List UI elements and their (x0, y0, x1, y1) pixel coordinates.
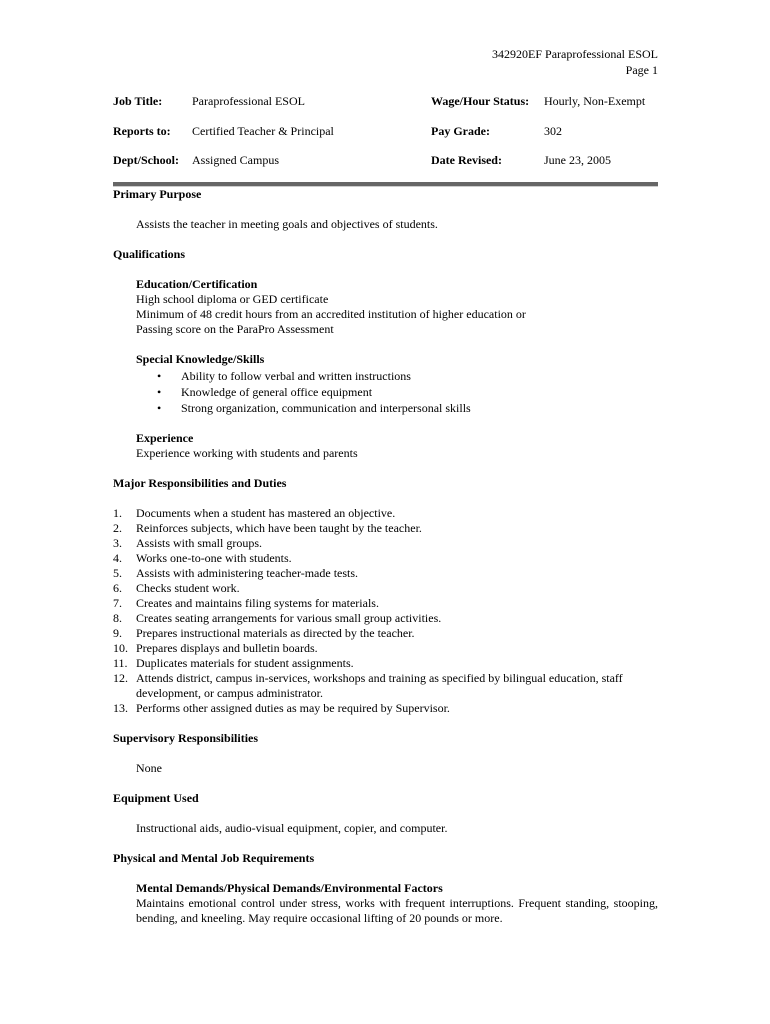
education-block (113, 277, 658, 337)
item-text: Creates seating arrangements for various small group activities. (136, 611, 442, 625)
list-item (113, 641, 658, 656)
item-text: Works one-to-one with students. (136, 551, 292, 565)
skills-list (113, 368, 658, 416)
wage-hour-status-value: Hourly, Non-Exempt (544, 94, 646, 108)
job-title-value: Paraprofessional ESOL (192, 94, 305, 108)
item-text: Assists with administering teacher-made tests. (136, 566, 359, 580)
item-number: 12. (113, 671, 128, 685)
physical-subheading: Mental Demands/Physical Demands/Environmental Factors (136, 881, 443, 895)
info-row-reports-to (113, 124, 658, 154)
item-number: 6. (113, 581, 122, 595)
item-number: 13. (113, 701, 128, 715)
list-item (113, 596, 658, 611)
list-item (113, 626, 658, 641)
education-line: Passing score on the ParaPro Assessment (136, 322, 334, 336)
experience-text: Experience working with students and parents (136, 446, 358, 460)
item-number: 3. (113, 536, 122, 550)
wage-hour-status-label: Wage/Hour Status: (431, 94, 530, 108)
list-item: • Strong organization, communication and interpersonal skills (157, 400, 658, 416)
equipment-heading: Equipment Used (113, 791, 199, 805)
list-item: • Ability to follow verbal and written instructions (157, 368, 658, 384)
list-item (113, 581, 658, 596)
reports-to-label: Reports to: (113, 123, 171, 138)
pay-grade-label: Pay Grade: (431, 123, 490, 138)
physical-block (113, 881, 658, 926)
item-text: Documents when a student has mastered an objective. (136, 506, 396, 520)
list-item (113, 506, 658, 521)
date-revised-label: Date Revised: (431, 153, 502, 167)
supervisory-text: None (136, 761, 162, 775)
job-title-label: Job Title: (113, 94, 163, 108)
item-number: 4. (113, 551, 122, 565)
item-text: Checks student work. (136, 581, 240, 595)
list-item (113, 566, 658, 581)
list-item (113, 521, 658, 536)
dept-school-value: Assigned Campus (192, 153, 279, 167)
item-number: 11. (113, 656, 128, 670)
physical-section (113, 851, 658, 926)
list-item (113, 671, 658, 701)
primary-purpose-heading: Primary Purpose (113, 187, 202, 201)
list-item (113, 536, 658, 551)
physical-heading: Physical and Mental Job Requirements (113, 851, 315, 865)
list-item (113, 551, 658, 566)
education-line: High school diploma or GED certificate (136, 292, 329, 306)
item-number: 10. (113, 641, 128, 655)
item-number: 1. (113, 506, 122, 520)
skills-block (113, 352, 658, 416)
physical-text: Maintains emotional control under stress, works with frequent interruptions. Frequent standing, stooping, bending, and kneeling. May require occasional lifting of 20 pounds or more. (136, 896, 658, 925)
pay-grade-value: 302 (544, 123, 562, 138)
item-text: Prepares displays and bulletin boards. (136, 641, 318, 655)
supervisory-section (113, 731, 658, 776)
item-text: Prepares instructional materials as directed by the teacher. (136, 626, 415, 640)
item-number: 5. (113, 566, 122, 580)
qualifications-section (113, 247, 658, 461)
job-info-table (113, 94, 658, 183)
supervisory-heading: Supervisory Responsibilities (113, 731, 259, 745)
dept-school-label: Dept/School: (113, 153, 179, 167)
experience-block (113, 431, 658, 461)
page-header (492, 46, 658, 78)
list-item: • Knowledge of general office equipment (157, 384, 658, 400)
list-item (113, 611, 658, 626)
item-text: Creates and maintains filing systems for materials. (136, 596, 379, 610)
document-id: 342920EF Paraprofessional ESOL (492, 47, 658, 61)
date-revised-value: June 23, 2005 (544, 153, 611, 167)
reports-to-value: Certified Teacher & Principal (192, 123, 334, 138)
equipment-section (113, 791, 658, 836)
education-line: Minimum of 48 credit hours from an accredited institution of higher education or (136, 307, 526, 321)
duties-section (113, 476, 658, 716)
equipment-text: Instructional aids, audio-visual equipment, copier, and computer. (136, 821, 448, 835)
list-item (113, 701, 658, 716)
page-number: Page 1 (625, 63, 658, 77)
primary-purpose-section (113, 187, 658, 232)
info-row-dept-school (113, 153, 658, 183)
item-text: Reinforces subjects, which have been taught by the teacher. (136, 521, 422, 535)
item-text: Duplicates materials for student assignments. (136, 656, 354, 670)
item-number: 8. (113, 611, 122, 625)
duties-heading: Major Responsibilities and Duties (113, 476, 287, 490)
item-text: Assists with small groups. (136, 536, 263, 550)
item-number: 7. (113, 596, 122, 610)
skills-heading: Special Knowledge/Skills (136, 352, 265, 366)
qualifications-heading: Qualifications (113, 247, 186, 261)
primary-purpose-text: Assists the teacher in meeting goals and objectives of students. (136, 217, 438, 231)
item-number: 2. (113, 521, 122, 535)
info-row-job-title (113, 94, 658, 124)
item-text: Performs other assigned duties as may be required by Supervisor. (136, 701, 450, 715)
list-item (113, 656, 658, 671)
item-text: Attends district, campus in-services, workshops and training as specified by bilingual education, staff development, or campus administrator. (136, 671, 623, 700)
item-number: 9. (113, 626, 122, 640)
experience-heading: Experience (136, 431, 194, 445)
duties-list (113, 506, 658, 716)
education-heading: Education/Certification (136, 277, 258, 291)
document-body (113, 186, 658, 926)
